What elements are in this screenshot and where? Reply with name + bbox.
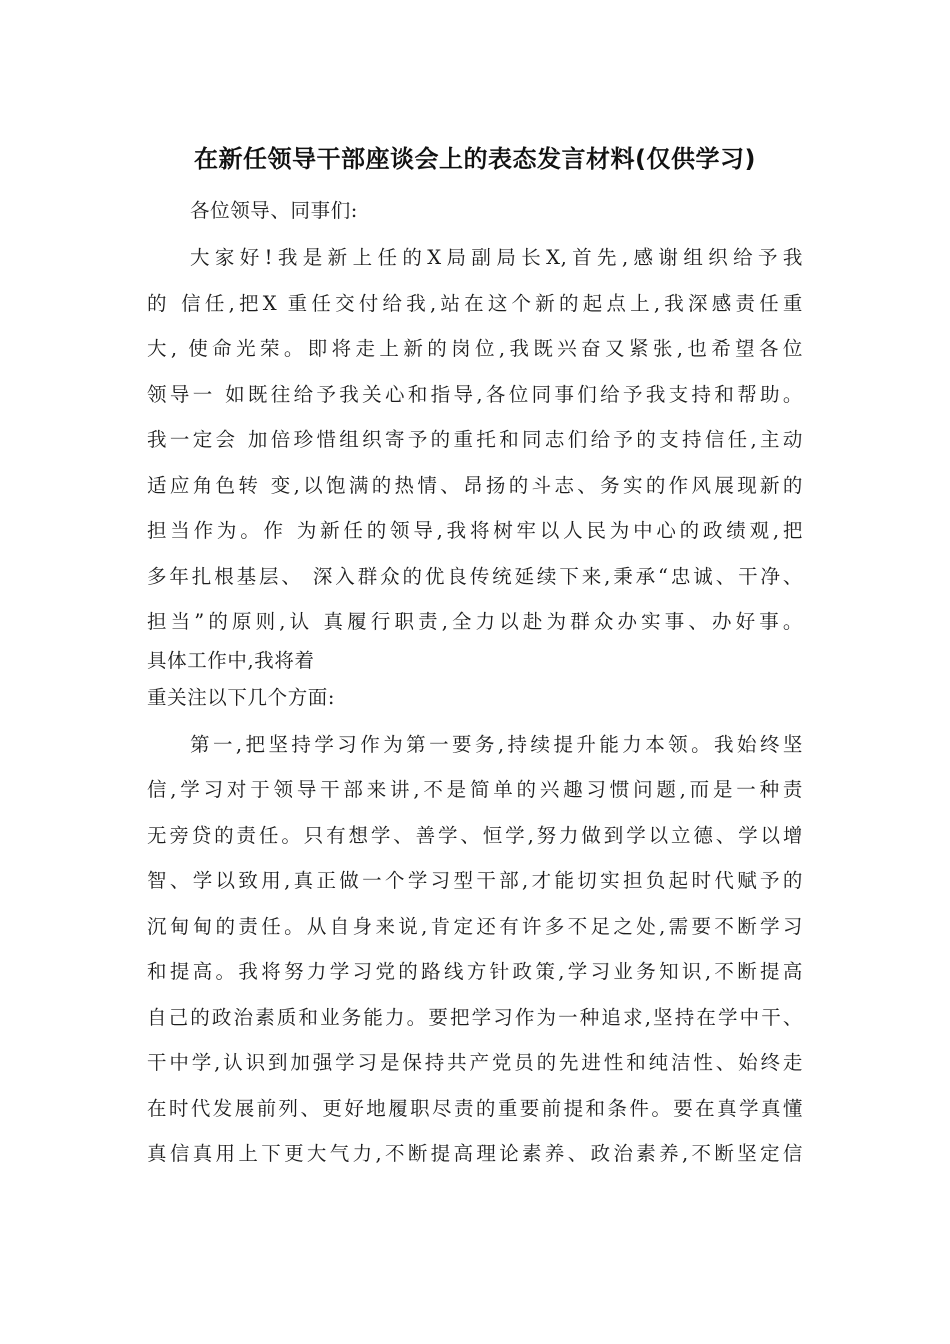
paragraph1-line-3: 大, 使命光荣。即将走上新的岗位,我既兴奋又紧张,也希望各位 (147, 337, 803, 360)
paragraph1-line-2: 的 信任,把X 重任交付给我,站在这个新的起点上,我深感责任重 (147, 292, 803, 315)
paragraph2-line-9: 在时代发展前列、更好地履职尽责的重要前提和条件。要在真学真懂 (147, 1097, 803, 1120)
paragraph1-line-7: 担当作为。作 为新任的领导,我将树牢以人民为中心的政绩观,把 (147, 519, 803, 542)
paragraph2-line-10: 真信真用上下更大气力,不断提高理论素养、政治素养,不断坚定信 (147, 1142, 803, 1165)
document-title: 在新任领导干部座谈会上的表态发言材料(仅供学习) (194, 145, 756, 173)
paragraph1-line-10: 具体工作中,我将着 (147, 649, 315, 672)
paragraph1-line-4: 领导一 如既往给予我关心和指导,各位同事们给予我支持和帮助。 (147, 383, 803, 406)
paragraph1-line-1: 大家好!我是新上任的X局副局长X,首先,感谢组织给予我 (190, 246, 803, 269)
paragraph2-line-4: 智、学以致用,真正做一个学习型干部,才能切实担负起时代赋予的 (147, 869, 803, 892)
paragraph1-line-8: 多年扎根基层、 深入群众的优良传统延续下来,秉承“忠诚、干净、 (147, 565, 803, 588)
paragraph1-line-9: 担当”的原则,认 真履行职责,全力以赴为群众办实事、办好事。 (147, 610, 803, 633)
paragraph2-line-8: 干中学,认识到加强学习是保持共产党员的先进性和纯洁性、始终走 (147, 1051, 803, 1074)
paragraph1-line-6: 适应角色转 变,以饱满的热情、昂扬的斗志、务实的作风展现新的 (147, 474, 803, 497)
paragraph2-line-2: 信,学习对于领导干部来讲,不是简单的兴趣习惯问题,而是一种责 (147, 778, 803, 801)
paragraph2-line-3: 无旁贷的责任。只有想学、善学、恒学,努力做到学以立德、学以增 (147, 824, 803, 847)
paragraph1-line-11: 重关注以下几个方面: (147, 686, 336, 709)
greeting-line: 各位领导、同事们: (190, 199, 358, 222)
paragraph2-line-5: 沉甸甸的责任。从自身来说,肯定还有许多不足之处,需要不断学习 (147, 915, 803, 938)
paragraph1-line-5: 我一定会 加倍珍惜组织寄予的重托和同志们给予的支持信任,主动 (147, 428, 803, 451)
paragraph2-line-6: 和提高。我将努力学习党的路线方针政策,学习业务知识,不断提高 (147, 960, 803, 983)
paragraph2-line-1: 第一,把坚持学习作为第一要务,持续提升能力本领。我始终坚 (190, 733, 803, 756)
paragraph2-line-7: 自己的政治素质和业务能力。要把学习作为一种追求,坚持在学中干、 (147, 1006, 803, 1029)
